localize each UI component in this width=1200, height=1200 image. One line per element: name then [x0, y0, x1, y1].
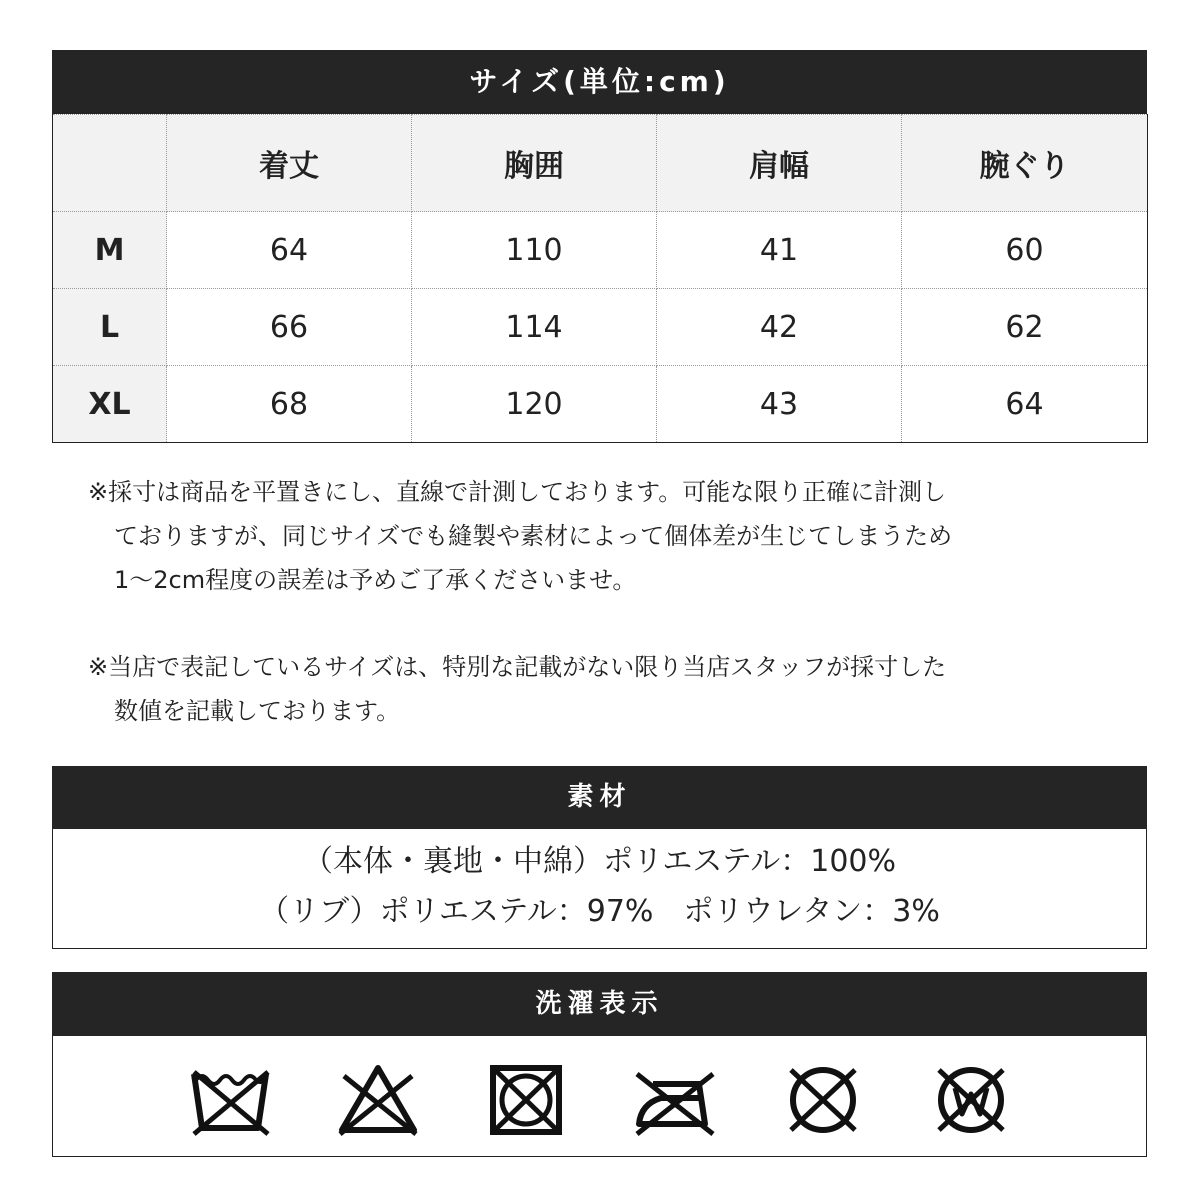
table-row: [53, 289, 1148, 366]
no-tumble-dry-icon: [484, 1064, 568, 1136]
size-table: [52, 114, 1148, 443]
table-cell: 110: [412, 212, 657, 289]
wash-section-title: 洗濯表示: [52, 972, 1147, 1036]
table-row: [53, 366, 1148, 443]
table-cell: 64: [902, 366, 1148, 443]
note-line: ※採寸は商品を平置きにし、直線で計測しております。可能な限り正確に計測し: [88, 478, 947, 506]
size-source-note: [88, 645, 1088, 733]
table-cell: 68: [167, 366, 412, 443]
column-header-length: 着丈: [167, 115, 412, 212]
size-label: L: [53, 289, 167, 366]
material-box: [52, 829, 1147, 949]
no-dry-clean-icon: [781, 1064, 865, 1136]
table-row: [53, 212, 1148, 289]
note-line: ※当店で表記しているサイズは、特別な記載がない限り当店スタッフが採寸した: [88, 653, 947, 681]
column-header-armhole: 腕ぐり: [902, 115, 1148, 212]
material-section-title: 素材: [52, 766, 1147, 829]
table-cell: 120: [412, 366, 657, 443]
material-line: （リブ）ポリエステル：97% ポリウレタン：3%: [259, 894, 940, 929]
size-section-title: サイズ(単位:cm): [52, 50, 1147, 114]
table-cell: 60: [902, 212, 1148, 289]
size-table-corner: [53, 115, 167, 212]
column-header-shoulder: 肩幅: [657, 115, 902, 212]
table-cell: 64: [167, 212, 412, 289]
measurement-note: [88, 470, 1088, 602]
note-line: ておりますが、同じサイズでも縫製や素材によって個体差が生じてしまうため: [114, 522, 953, 550]
table-cell: 66: [167, 289, 412, 366]
table-cell: 41: [657, 212, 902, 289]
no-wet-clean-icon: [929, 1064, 1013, 1136]
table-cell: 42: [657, 289, 902, 366]
table-cell: 43: [657, 366, 902, 443]
column-header-chest: 胸囲: [412, 115, 657, 212]
table-cell: 62: [902, 289, 1148, 366]
table-cell: 114: [412, 289, 657, 366]
size-table-header-row: [53, 115, 1148, 212]
wash-icons-box: [52, 1036, 1147, 1157]
material-line: （本体・裏地・中綿）ポリエステル：100%: [302, 844, 897, 879]
no-iron-icon: [633, 1064, 717, 1136]
note-line: 数値を記載しております。: [114, 697, 401, 725]
size-label: XL: [53, 366, 167, 443]
no-bleach-icon: [336, 1064, 420, 1136]
no-wash-icon: [188, 1064, 272, 1136]
size-label: M: [53, 212, 167, 289]
note-line: 1～2cm程度の誤差は予めご了承くださいませ。: [114, 566, 637, 594]
